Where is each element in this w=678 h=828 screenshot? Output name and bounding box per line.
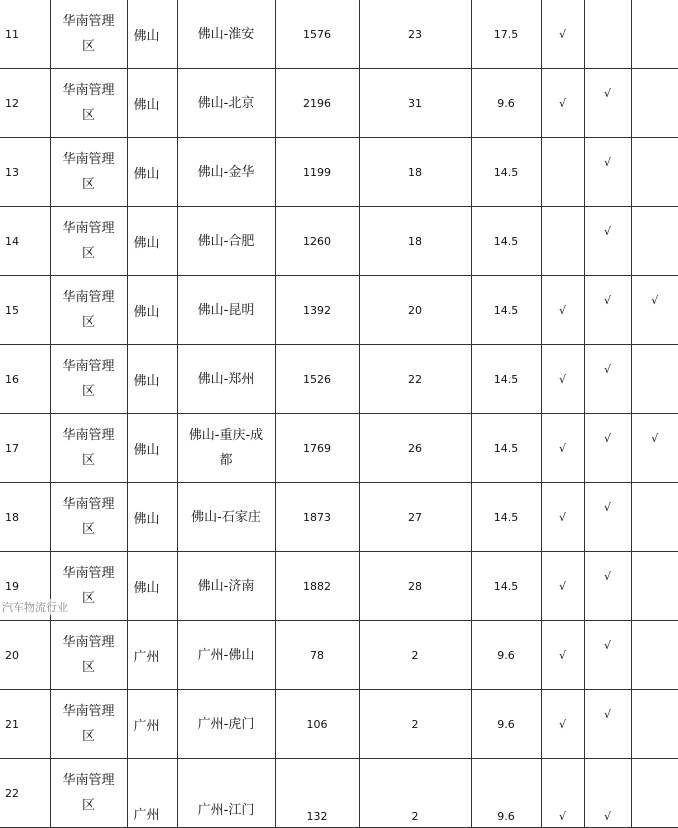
row-number: 13 (0, 138, 50, 207)
region-cell (50, 690, 127, 759)
region-line-1: 华南管理 (62, 635, 115, 650)
distance-cell: 1873 (275, 483, 359, 552)
row-number: 20 (0, 621, 50, 690)
row-number: 21 (0, 690, 50, 759)
row-number: 15 (0, 276, 50, 345)
check-cell-1 (541, 138, 584, 207)
region-line-1: 华南管理 (62, 566, 115, 581)
quantity-cell: 22 (359, 345, 471, 414)
check-cell-3: √ (631, 414, 678, 483)
region-line-2: 区 (81, 315, 95, 330)
route-line-1: 佛山-昆明 (197, 302, 255, 318)
price-cell: 14.5 (471, 414, 541, 483)
region-cell (50, 759, 127, 828)
quantity-cell: 27 (359, 483, 471, 552)
check-cell-2: √ (584, 759, 631, 828)
check-cell-2: √ (584, 552, 631, 621)
quantity-cell: 28 (359, 552, 471, 621)
distance-cell: 1769 (275, 414, 359, 483)
price-cell: 17.5 (471, 0, 541, 69)
region-line-2: 区 (81, 384, 95, 399)
city-cell: 广州 (127, 759, 177, 828)
city-cell: 佛山 (127, 483, 177, 552)
route-cell (177, 621, 275, 690)
city-cell: 佛山 (127, 414, 177, 483)
check-cell-3 (631, 552, 678, 621)
region-line-1: 华南管理 (62, 83, 115, 98)
route-line-1: 广州-佛山 (197, 647, 255, 663)
price-cell: 14.5 (471, 276, 541, 345)
check-cell-3 (631, 0, 678, 69)
region-line-2: 区 (81, 246, 95, 261)
check-cell-1: √ (541, 759, 584, 828)
region-line-1: 华南管理 (62, 359, 115, 374)
check-cell-1: √ (541, 690, 584, 759)
route-cell (177, 276, 275, 345)
region-line-2: 区 (81, 798, 95, 813)
route-line-1: 佛山-金华 (197, 164, 255, 180)
region-line-2: 区 (81, 522, 95, 537)
route-cell (177, 414, 275, 483)
distance-cell: 1199 (275, 138, 359, 207)
route-cell (177, 0, 275, 69)
region-cell (50, 0, 127, 69)
region-line-1: 华南管理 (62, 152, 115, 167)
region-line-2: 区 (81, 177, 95, 192)
region-line-1: 华南管理 (62, 704, 115, 719)
check-cell-3: √ (631, 276, 678, 345)
city-cell: 佛山 (127, 207, 177, 276)
watermark-logo: 汽车物流行业 (2, 601, 68, 614)
route-line-2: 都 (219, 453, 233, 468)
check-cell-2: √ (584, 345, 631, 414)
check-cell-2: √ (584, 483, 631, 552)
table-row (0, 621, 678, 690)
quantity-cell: 18 (359, 207, 471, 276)
city-cell: 佛山 (127, 138, 177, 207)
route-cell (177, 345, 275, 414)
route-cell (177, 552, 275, 621)
row-number: 11 (0, 0, 50, 69)
route-line-1: 佛山-重庆-成 (188, 428, 264, 443)
check-cell-1 (541, 207, 584, 276)
region-line-2: 区 (81, 660, 95, 675)
region-line-1: 华南管理 (62, 290, 115, 305)
quantity-cell: 18 (359, 138, 471, 207)
check-cell-1: √ (541, 552, 584, 621)
row-number: 12 (0, 69, 50, 138)
region-line-2: 区 (81, 729, 95, 744)
route-line-1: 佛山-石家庄 (191, 509, 261, 525)
table-row (0, 207, 678, 276)
region-cell (50, 207, 127, 276)
check-cell-3 (631, 759, 678, 828)
route-line-1: 佛山-合肥 (197, 233, 255, 249)
region-line-2: 区 (81, 453, 95, 468)
row-number: 18 (0, 483, 50, 552)
region-cell (50, 69, 127, 138)
city-cell: 佛山 (127, 69, 177, 138)
region-line-1: 华南管理 (62, 773, 115, 788)
price-cell: 14.5 (471, 138, 541, 207)
check-cell-1: √ (541, 69, 584, 138)
distance-cell: 1576 (275, 0, 359, 69)
region-line-2: 区 (81, 591, 95, 606)
route-cell (177, 483, 275, 552)
distance-cell: 106 (275, 690, 359, 759)
check-cell-2: √ (584, 690, 631, 759)
distance-cell: 78 (275, 621, 359, 690)
city-cell: 佛山 (127, 276, 177, 345)
route-cell (177, 138, 275, 207)
region-line-1: 华南管理 (62, 221, 115, 236)
price-cell: 9.6 (471, 759, 541, 828)
quantity-cell: 2 (359, 759, 471, 828)
check-cell-1: √ (541, 276, 584, 345)
check-cell-1: √ (541, 0, 584, 69)
check-cell-3 (631, 483, 678, 552)
row-number: 14 (0, 207, 50, 276)
row-number: 22 (0, 759, 50, 828)
quantity-cell: 20 (359, 276, 471, 345)
region-cell (50, 414, 127, 483)
table-row (0, 69, 678, 138)
route-cell (177, 207, 275, 276)
route-line-1: 佛山-济南 (197, 578, 255, 594)
table-row (0, 0, 678, 69)
city-cell: 广州 (127, 690, 177, 759)
distance-cell: 1526 (275, 345, 359, 414)
distance-cell: 1260 (275, 207, 359, 276)
region-line-1: 华南管理 (62, 14, 115, 29)
check-cell-1: √ (541, 414, 584, 483)
region-line-2: 区 (81, 108, 95, 123)
row-number: 19 (0, 552, 50, 621)
check-cell-3 (631, 69, 678, 138)
table-row (0, 552, 678, 621)
city-cell: 佛山 (127, 345, 177, 414)
route-cell (177, 690, 275, 759)
distance-cell: 1392 (275, 276, 359, 345)
city-cell: 佛山 (127, 552, 177, 621)
route-line-1: 广州-江门 (197, 803, 255, 818)
price-cell: 14.5 (471, 207, 541, 276)
region-cell (50, 138, 127, 207)
check-cell-2: √ (584, 138, 631, 207)
check-cell-3 (631, 345, 678, 414)
check-cell-2: √ (584, 621, 631, 690)
city-cell: 广州 (127, 621, 177, 690)
distance-cell: 2196 (275, 69, 359, 138)
quantity-cell: 26 (359, 414, 471, 483)
table-row (0, 690, 678, 759)
quantity-cell: 31 (359, 69, 471, 138)
table-row (0, 759, 678, 828)
check-cell-2: √ (584, 207, 631, 276)
region-cell (50, 483, 127, 552)
check-cell-3 (631, 207, 678, 276)
check-cell-1: √ (541, 621, 584, 690)
table-row (0, 138, 678, 207)
quantity-cell: 2 (359, 621, 471, 690)
route-line-1: 佛山-北京 (197, 95, 255, 111)
route-line-1: 广州-虎门 (197, 716, 255, 732)
check-cell-1: √ (541, 345, 584, 414)
check-cell-3 (631, 690, 678, 759)
region-cell (50, 345, 127, 414)
route-cell (177, 759, 275, 828)
price-cell: 9.6 (471, 69, 541, 138)
check-cell-3 (631, 621, 678, 690)
region-line-2: 区 (81, 39, 95, 54)
quantity-cell: 2 (359, 690, 471, 759)
check-cell-2: √ (584, 414, 631, 483)
table-row (0, 276, 678, 345)
check-cell-3 (631, 138, 678, 207)
price-cell: 14.5 (471, 483, 541, 552)
check-cell-2 (584, 0, 631, 69)
check-cell-1: √ (541, 483, 584, 552)
route-line-1: 佛山-郑州 (197, 371, 255, 387)
check-cell-2: √ (584, 69, 631, 138)
row-number: 16 (0, 345, 50, 414)
distance-cell: 132 (275, 759, 359, 828)
row-number: 17 (0, 414, 50, 483)
city-cell: 佛山 (127, 0, 177, 69)
price-cell: 14.5 (471, 552, 541, 621)
region-cell (50, 621, 127, 690)
price-cell: 14.5 (471, 345, 541, 414)
table-row (0, 414, 678, 483)
distance-cell: 1882 (275, 552, 359, 621)
price-cell: 9.6 (471, 690, 541, 759)
region-line-1: 华南管理 (62, 428, 115, 443)
region-line-1: 华南管理 (62, 497, 115, 512)
quantity-cell: 23 (359, 0, 471, 69)
region-cell (50, 276, 127, 345)
table-row (0, 345, 678, 414)
check-cell-2: √ (584, 276, 631, 345)
route-cell (177, 69, 275, 138)
route-line-1: 佛山-淮安 (197, 26, 255, 42)
price-cell: 9.6 (471, 621, 541, 690)
table-row (0, 483, 678, 552)
